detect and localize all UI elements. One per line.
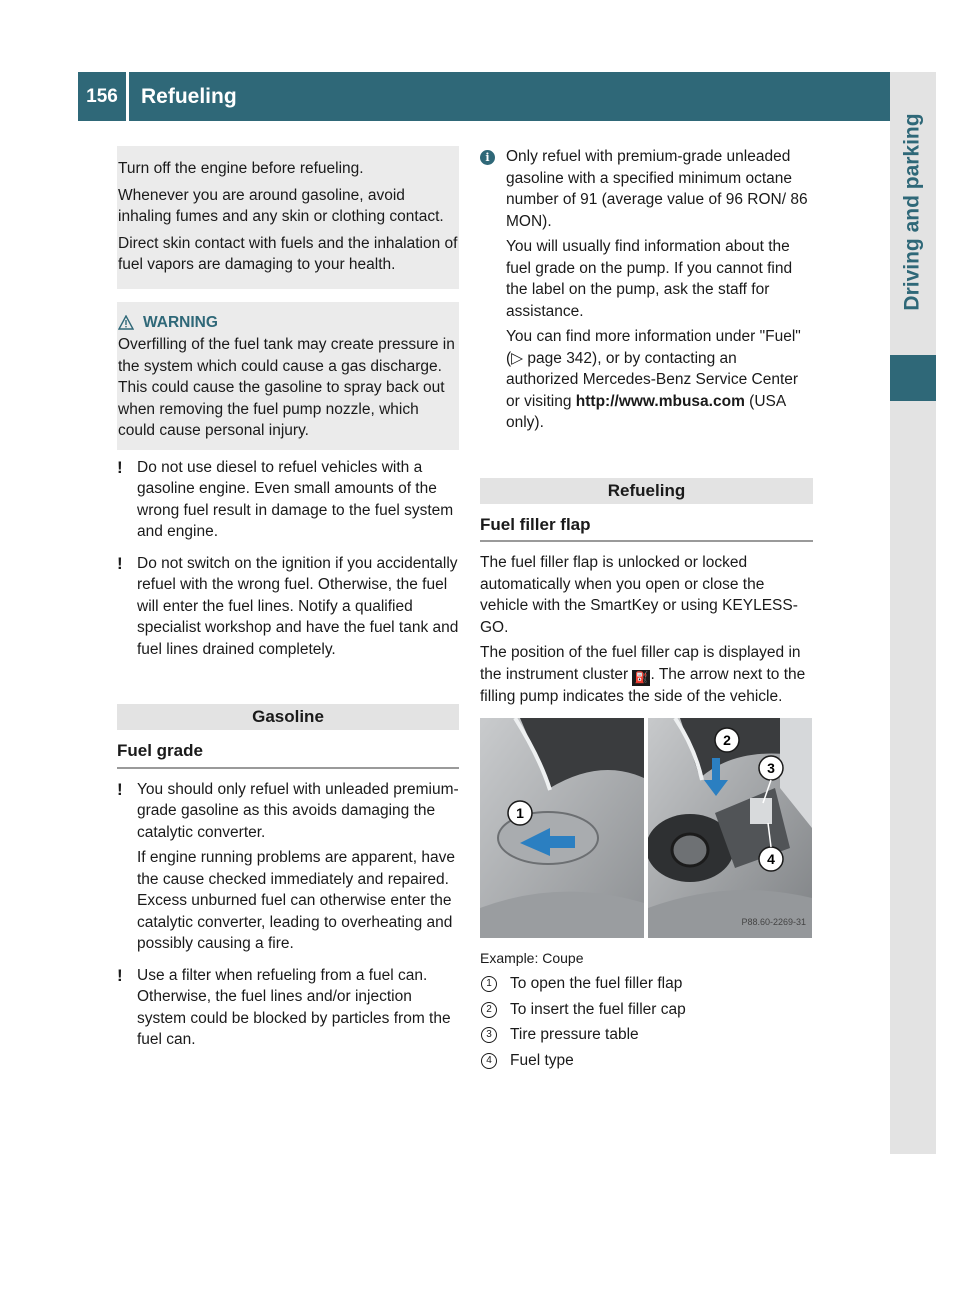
header-divider [126,72,129,121]
info-text: page 342), or by contacting an authorized Mercedes-Benz Service Center or visiting [506,349,799,410]
exclamation-icon: ! [117,457,123,477]
legend-number: 4 [481,1053,497,1069]
photo-code: P88.60-2269-31 [741,917,806,928]
page-title: Refueling [141,84,237,108]
legend-number: 3 [481,1027,497,1043]
note-paragraph: Direct skin contact with fuels and the inhalation of fuel vapors are damaging to your health. [118,234,458,273]
notice-item [117,457,459,547]
safety-note [117,146,459,289]
legend-text: To insert the fuel filler cap [510,1000,686,1018]
notice-text: If engine running problems are apparent, have the cause checked immediately and repaired. Excess unburned fuel can otherwise enter the catalytic converter, leading to overheating and possibly causing a fire. [137,849,455,952]
legend-item [480,999,813,1021]
info-paragraph [506,326,813,434]
paragraph-text: The position of the fuel filler cap is displayed in the instrument cluster [480,644,801,683]
legend-number: 1 [481,976,497,992]
marker-1: 1 [516,804,524,821]
fuel-flap-illustration [480,718,812,938]
chapter-label: Driving and parking [901,113,925,311]
note-paragraph: Turn off the engine before refueling. [118,160,364,177]
exclamation-icon: ! [117,779,123,799]
exclamation-icon: ! [117,965,123,985]
info-icon: i [480,150,495,165]
legend-text: Tire pressure table [510,1026,639,1044]
info-text: (USA only). [506,392,786,431]
right-column [480,146,813,1071]
notice-text: Use a filter when refueling from a fuel can. Otherwise, the fuel lines and/or injection system could be blocked by particles from the fuel can. [137,966,451,1048]
paragraph [480,642,813,708]
warning-text: Overfilling of the fuel tank may create pressure in the system which could cause a gas discharge. This could cause the gasoline to spray back out when removing the fuel pump nozzle, which could cause personal injury. [118,336,455,439]
side-tab-label [890,72,936,352]
section-heading-refueling: Refueling [480,478,813,504]
warning-label: WARNING [143,313,218,331]
info-note [480,146,813,438]
legend-text: Fuel type [510,1051,574,1069]
legend-item [480,1024,813,1046]
notice-text: Do not use diesel to refuel vehicles with a gasoline engine. Even small amounts of the wrong fuel result in damage to the fuel system and engine. [137,458,454,540]
legend-item [480,973,813,995]
notice-item [117,779,459,959]
paragraph: The fuel filler flap is unlocked or locked automatically when you open or close the vehicle with the SmartKey or using KEYLESS-GO. [480,554,798,636]
fuel-pump-icon: ⛽ [632,670,650,686]
note-paragraph: Whenever you are around gasoline, avoid inhaling fumes and any skin or clothing contact. [118,186,444,225]
subheading-fuel-grade: Fuel grade [117,740,459,769]
info-paragraph: You will usually find information about the fuel grade on the pump. If you cannot find the label on the pump, ask the staff for assistance. [506,238,793,320]
body-text [480,552,813,708]
notice-item [117,965,459,1055]
fuel-flap-photo [480,718,812,938]
notice-item [117,553,459,665]
section-heading-gasoline: Gasoline [117,704,459,730]
info-paragraph: Only refuel with premium-grade unleaded gasoline with a specified minimum octane number of 91 (average value of 96 RON/ 86 MON). [506,148,808,230]
notice-text: You should only refuel with unleaded premium-grade gasoline as this avoids damaging the catalytic converter. [137,780,459,841]
website-link[interactable]: http://www.mbusa.com [575,392,745,410]
chapter-marker [890,355,936,401]
legend-text: To open the fuel filler flap [510,975,683,993]
warning-triangle-icon [118,315,134,330]
exclamation-icon: ! [117,553,123,573]
warning-heading [118,312,459,334]
subheading-fuel-filler-flap: Fuel filler flap [480,514,813,543]
warning-box [117,302,459,450]
notice-text: Do not switch on the ignition if you accidentally refuel with the wrong fuel. Otherwise, the fuel will enter the fuel lines. Notify a qualified specialist workshop and have the fuel tank and fuel lines drained completely. [137,554,459,658]
marker-2: 2 [723,731,731,748]
paragraph-text: . The arrow next to the filling pump indicates the side of the vehicle. [480,665,806,706]
page-reference-arrow-icon: ▷ [511,349,524,367]
legend-item [480,1050,813,1072]
marker-4: 4 [767,850,775,867]
page-number: 156 [86,85,118,107]
photo-caption: Example: Coupe [480,949,584,966]
legend-number: 2 [481,1002,497,1018]
marker-3: 3 [767,759,775,776]
info-text: You can find more information under "Fuel" ( [506,328,801,367]
left-column [117,146,459,1055]
